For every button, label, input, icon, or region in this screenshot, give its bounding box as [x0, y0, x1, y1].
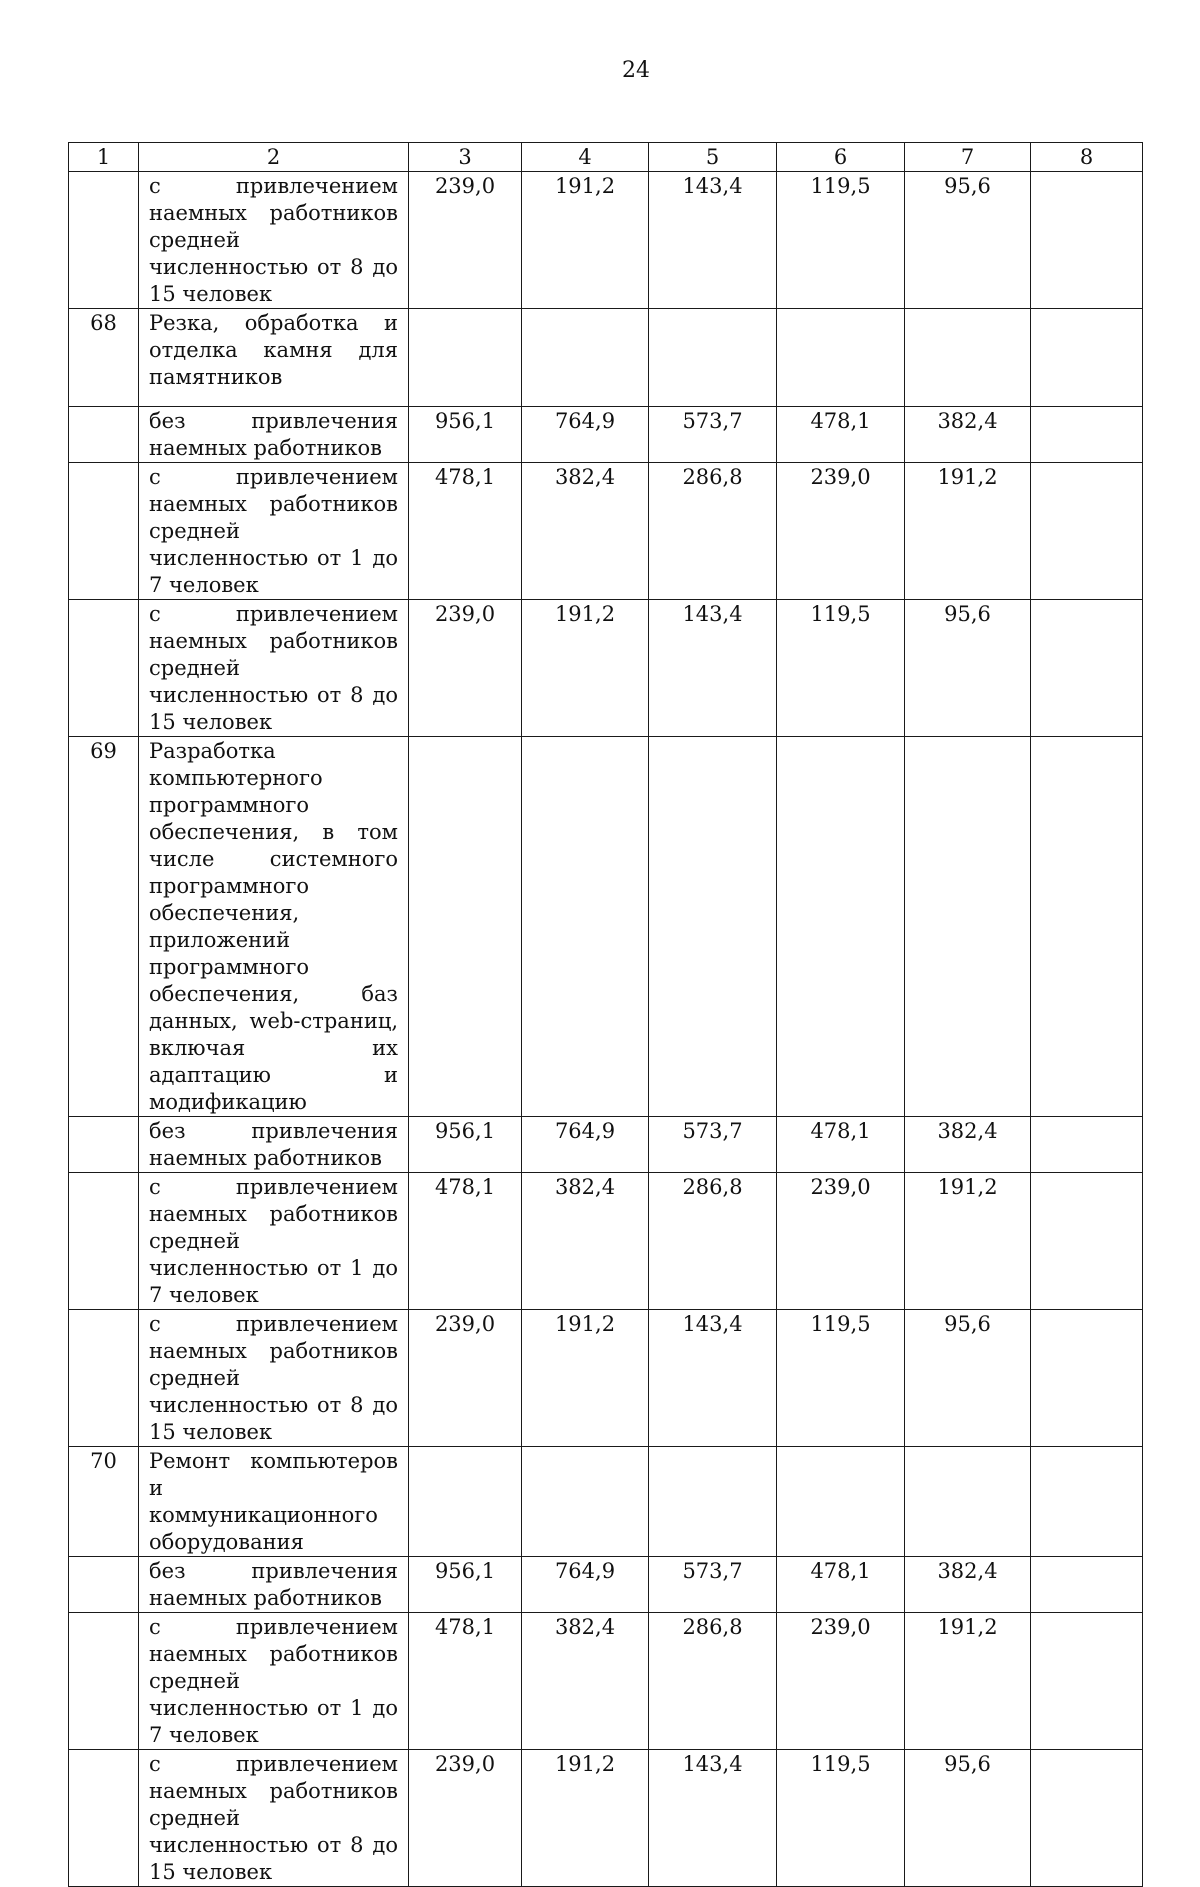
value-col-5: 143,4 [649, 172, 777, 309]
row-number: 69 [69, 737, 139, 1117]
col-header-2: 2 [139, 143, 409, 172]
employment-condition: с привлечением наемных работников средней численностью от 8 до 15 человек [139, 1310, 409, 1447]
value-col-5: 286,8 [649, 1173, 777, 1310]
value-col-5: 286,8 [649, 1613, 777, 1750]
col-header-5: 5 [649, 143, 777, 172]
value-col-6: 119,5 [777, 1310, 905, 1447]
value-col-5: 143,4 [649, 600, 777, 737]
value-col-4: 382,4 [522, 1613, 649, 1750]
value-col-6: 239,0 [777, 1173, 905, 1310]
value-col-3: 478,1 [409, 1173, 522, 1310]
employment-condition: без привлечения наемных работников [139, 1557, 409, 1613]
value-col-4: 191,2 [522, 172, 649, 309]
value-col-3 [409, 737, 522, 1117]
value-col-8 [1031, 172, 1143, 309]
value-col-3: 239,0 [409, 172, 522, 309]
col-header-6: 6 [777, 143, 905, 172]
value-col-3 [409, 309, 522, 407]
employment-condition: без привлечения наемных работников [139, 407, 409, 463]
table-row [69, 463, 1143, 600]
value-col-6: 119,5 [777, 600, 905, 737]
value-col-8 [1031, 1613, 1143, 1750]
value-col-8 [1031, 1173, 1143, 1310]
value-col-8 [1031, 1447, 1143, 1557]
value-col-6 [777, 1447, 905, 1557]
value-col-4: 191,2 [522, 1310, 649, 1447]
value-col-6 [777, 309, 905, 407]
value-col-5 [649, 1447, 777, 1557]
value-col-3: 478,1 [409, 1613, 522, 1750]
value-col-7: 382,4 [905, 1117, 1031, 1173]
employment-condition: с привлечением наемных работников средней численностью от 1 до 7 человек [139, 463, 409, 600]
rates-table [68, 142, 1143, 1887]
value-col-5: 143,4 [649, 1310, 777, 1447]
value-col-7: 191,2 [905, 1173, 1031, 1310]
value-col-8 [1031, 407, 1143, 463]
value-col-6 [777, 737, 905, 1117]
value-col-6: 478,1 [777, 407, 905, 463]
value-col-4: 382,4 [522, 1173, 649, 1310]
value-col-5: 143,4 [649, 1750, 777, 1887]
value-col-7: 382,4 [905, 1557, 1031, 1613]
value-col-7: 382,4 [905, 407, 1031, 463]
value-col-4 [522, 1447, 649, 1557]
col-header-1: 1 [69, 143, 139, 172]
row-number [69, 600, 139, 737]
table-row [69, 1310, 1143, 1447]
value-col-8 [1031, 1310, 1143, 1447]
employment-condition: с привлечением наемных работников средней численностью от 8 до 15 человек [139, 1750, 409, 1887]
value-col-7: 95,6 [905, 600, 1031, 737]
col-header-8: 8 [1031, 143, 1143, 172]
col-header-7: 7 [905, 143, 1031, 172]
value-col-4: 382,4 [522, 463, 649, 600]
value-col-7 [905, 1447, 1031, 1557]
employment-condition: без привлечения наемных работников [139, 1117, 409, 1173]
value-col-8 [1031, 1117, 1143, 1173]
value-col-4 [522, 737, 649, 1117]
value-col-3: 239,0 [409, 1310, 522, 1447]
activity-name: Ремонт компьютеров и коммуникационного оборудования [139, 1447, 409, 1557]
row-number [69, 1750, 139, 1887]
row-number [69, 1310, 139, 1447]
table-row [69, 1173, 1143, 1310]
table-row [69, 1557, 1143, 1613]
row-number: 68 [69, 309, 139, 407]
table-row [69, 600, 1143, 737]
value-col-7: 191,2 [905, 1613, 1031, 1750]
value-col-8 [1031, 309, 1143, 407]
value-col-4: 191,2 [522, 600, 649, 737]
employment-condition: с привлечением наемных работников средней численностью от 1 до 7 человек [139, 1173, 409, 1310]
col-header-4: 4 [522, 143, 649, 172]
employment-condition: с привлечением наемных работников средней численностью от 8 до 15 человек [139, 172, 409, 309]
table-row [69, 407, 1143, 463]
activity-name: Разработка компьютерного программного обеспечения, в том числе системного программного обеспечения, приложений программного обеспечения, баз данных, web-страниц, включая их адаптацию и модификацию [139, 737, 409, 1117]
employment-condition: с привлечением наемных работников средней численностью от 8 до 15 человек [139, 600, 409, 737]
value-col-8 [1031, 1557, 1143, 1613]
value-col-5: 573,7 [649, 1117, 777, 1173]
value-col-6: 478,1 [777, 1117, 905, 1173]
row-number [69, 463, 139, 600]
value-col-7 [905, 737, 1031, 1117]
value-col-5 [649, 737, 777, 1117]
value-col-5: 573,7 [649, 407, 777, 463]
value-col-5: 286,8 [649, 463, 777, 600]
table-row [69, 1117, 1143, 1173]
row-number [69, 172, 139, 309]
value-col-3: 239,0 [409, 600, 522, 737]
table-row [69, 1750, 1143, 1887]
value-col-3: 239,0 [409, 1750, 522, 1887]
value-col-6: 239,0 [777, 1613, 905, 1750]
row-number [69, 1173, 139, 1310]
value-col-7: 95,6 [905, 172, 1031, 309]
value-col-8 [1031, 1750, 1143, 1887]
value-col-4 [522, 309, 649, 407]
value-col-4: 764,9 [522, 407, 649, 463]
value-col-3: 956,1 [409, 1557, 522, 1613]
value-col-7 [905, 309, 1031, 407]
value-col-5: 573,7 [649, 1557, 777, 1613]
activity-name: Резка, обработка и отделка камня для памятников [139, 309, 409, 407]
value-col-7: 95,6 [905, 1750, 1031, 1887]
value-col-8 [1031, 737, 1143, 1117]
table-row [69, 1447, 1143, 1557]
row-number [69, 407, 139, 463]
col-header-3: 3 [409, 143, 522, 172]
header-row [69, 143, 1143, 172]
row-number [69, 1613, 139, 1750]
value-col-7: 95,6 [905, 1310, 1031, 1447]
table-row [69, 309, 1143, 407]
value-col-4: 191,2 [522, 1750, 649, 1887]
row-number [69, 1117, 139, 1173]
value-col-6: 478,1 [777, 1557, 905, 1613]
value-col-8 [1031, 600, 1143, 737]
value-col-4: 764,9 [522, 1117, 649, 1173]
value-col-3: 956,1 [409, 1117, 522, 1173]
value-col-3: 956,1 [409, 407, 522, 463]
value-col-7: 191,2 [905, 463, 1031, 600]
table-row [69, 172, 1143, 309]
value-col-8 [1031, 463, 1143, 600]
row-number [69, 1557, 139, 1613]
table-row [69, 737, 1143, 1117]
value-col-6: 239,0 [777, 463, 905, 600]
value-col-5 [649, 309, 777, 407]
table-row [69, 1613, 1143, 1750]
employment-condition: с привлечением наемных работников средней численностью от 1 до 7 человек [139, 1613, 409, 1750]
page-number: 24 [622, 58, 650, 83]
value-col-3: 478,1 [409, 463, 522, 600]
value-col-6: 119,5 [777, 1750, 905, 1887]
value-col-3 [409, 1447, 522, 1557]
value-col-6: 119,5 [777, 172, 905, 309]
row-number: 70 [69, 1447, 139, 1557]
value-col-4: 764,9 [522, 1557, 649, 1613]
